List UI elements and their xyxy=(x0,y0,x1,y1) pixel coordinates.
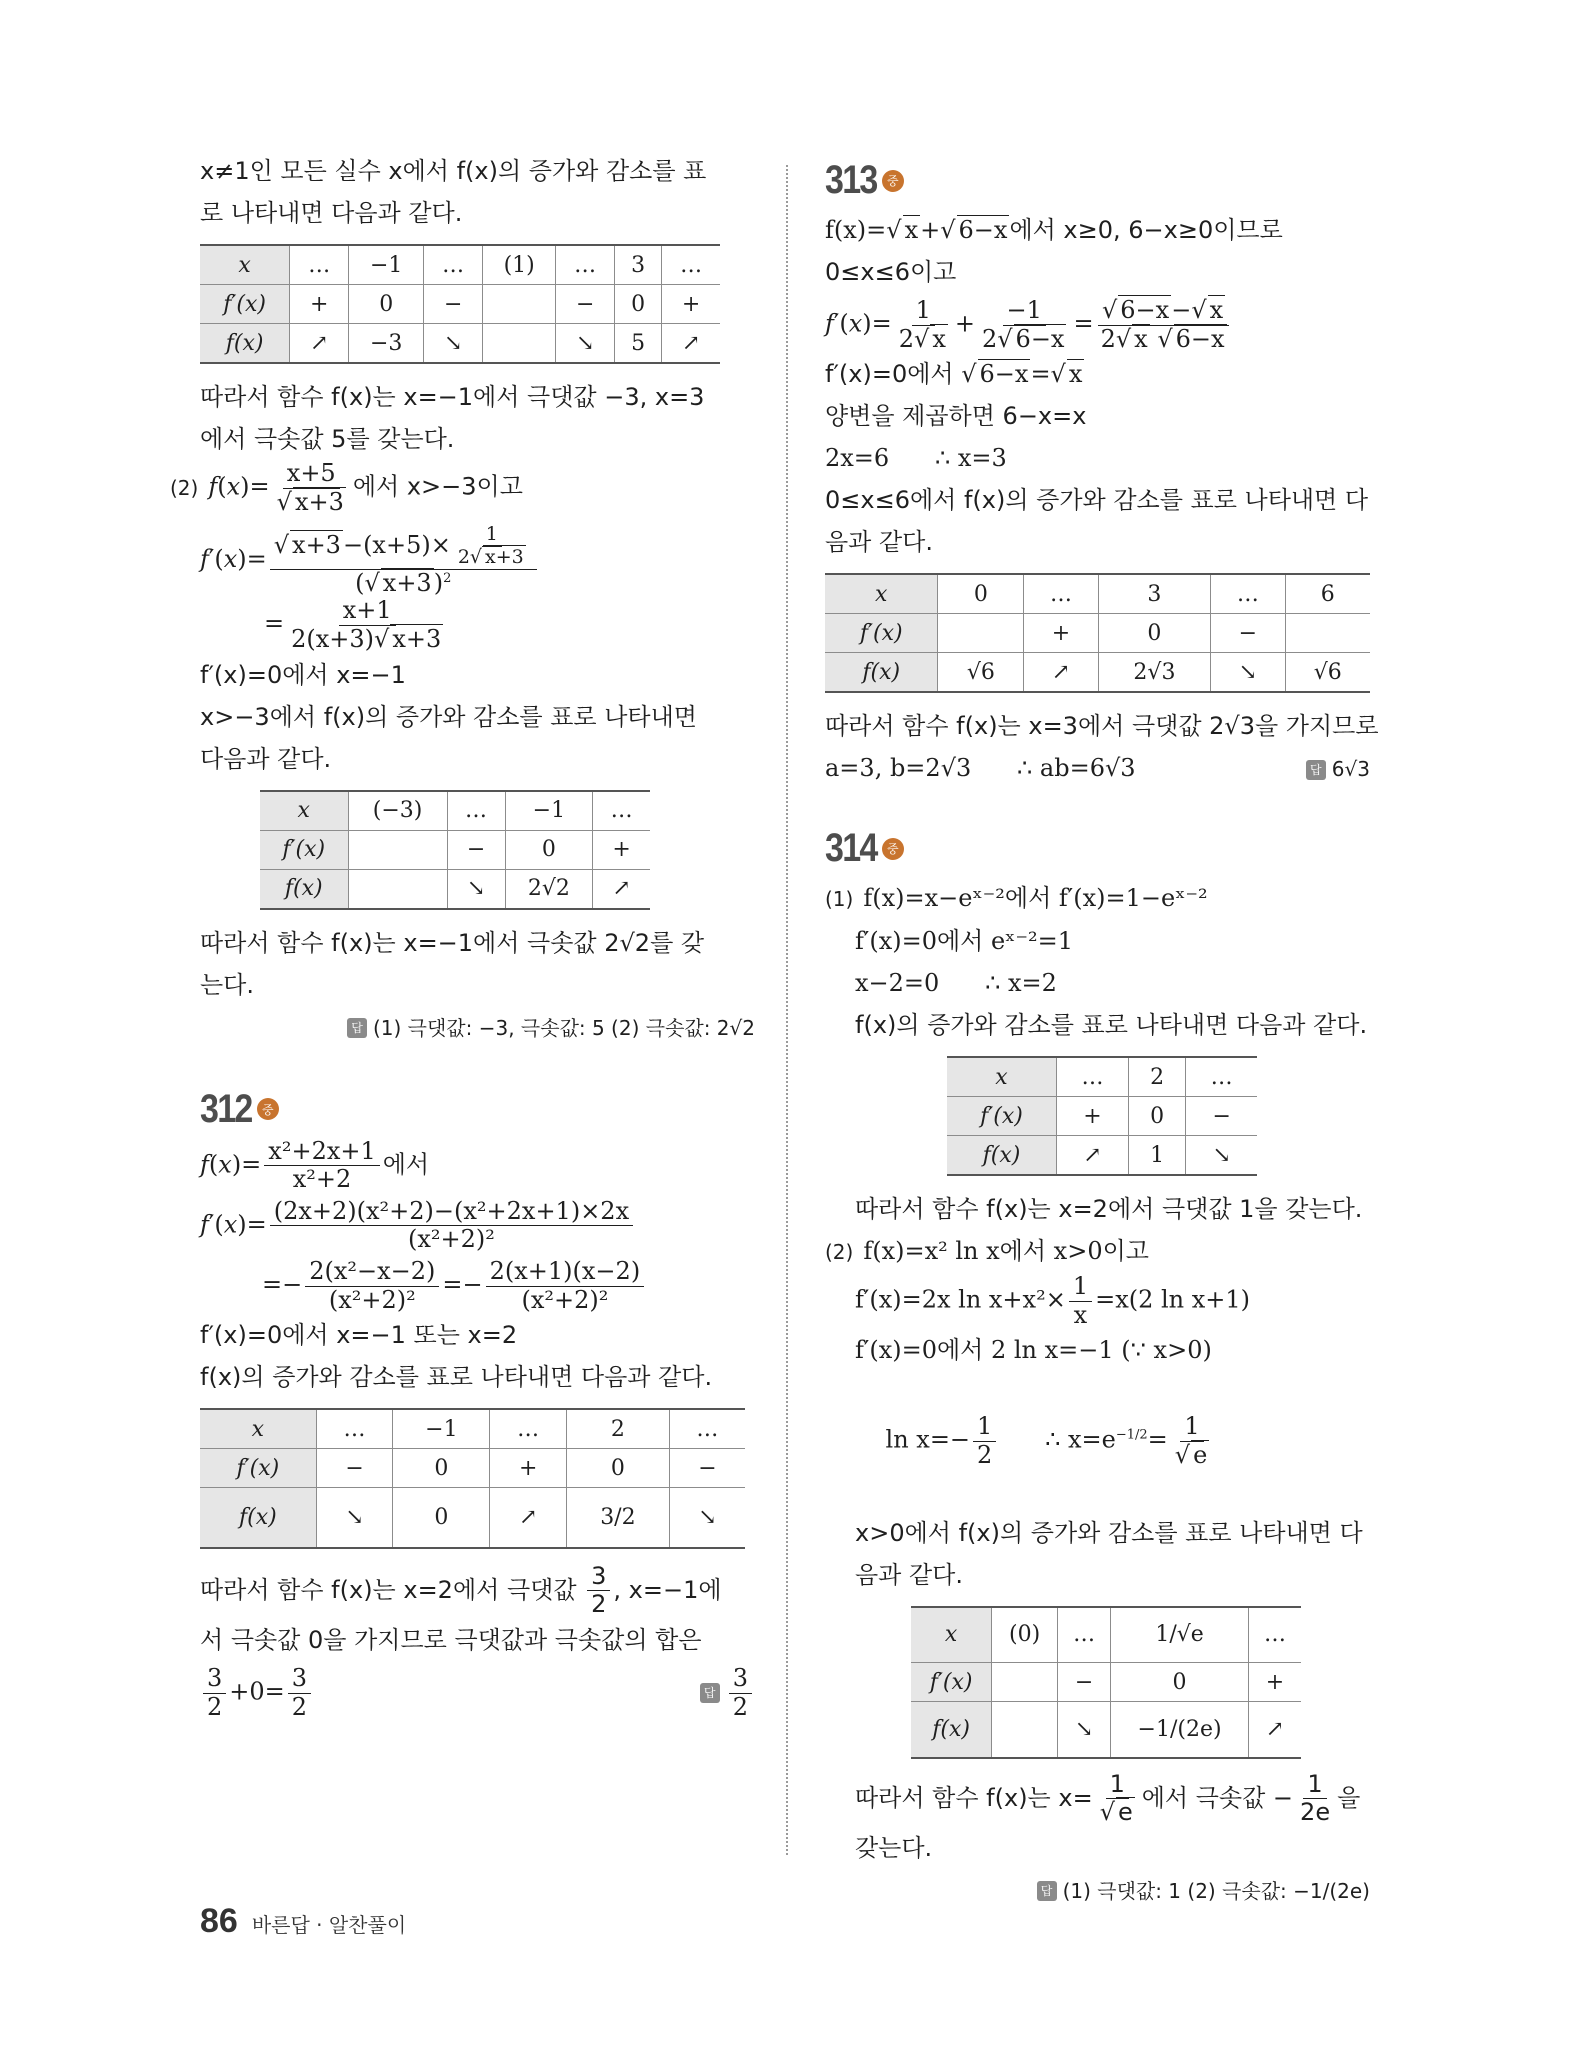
table-row: f′(x) − 0 + 0 − xyxy=(200,1449,745,1488)
p314-answer: 답 (1) 극댓값: 1 (2) 극솟값: −1/(2e) xyxy=(825,1869,1370,1912)
difficulty-badge: 중 xyxy=(882,838,904,860)
problem-number: 314 xyxy=(825,826,877,871)
table-row: f′(x) + 0 − − 0 + xyxy=(200,285,720,324)
table-row: f(x) ↘ 0 ↗ 3/2 ↘ xyxy=(200,1488,745,1548)
p313-line-8: 따라서 함수 f(x)는 x=3에서 극댓값 2√3을 가지므로 xyxy=(825,712,1379,741)
p314-table-2 xyxy=(911,1606,1301,1759)
p312-derivative-1: f′(x)= $\frac{\text{(2x+2)(x²+2)−(x²+2x+1)×2x}}{\text{(x²+2)²}}$ xyxy=(200,1198,755,1254)
page-title: 바른답 · 알찬풀이 xyxy=(251,1913,407,1937)
p313-header xyxy=(825,158,1370,203)
p313-line-9: a=3, b=2√3 ∴ ab=6√3 답 6√3 xyxy=(825,747,1370,790)
p314-line-5: 따라서 함수 f(x)는 x=2에서 극댓값 1을 갖는다. xyxy=(855,1195,1363,1224)
table-row: f′(x) + 0 − xyxy=(825,614,1370,653)
p313-line-4: 양변을 제곱하면 6−x=x xyxy=(825,402,1087,431)
p314-line-12: 따라서 함수 f(x)는 x= 1 √ e 에서 극솟값 − $\frac{1}{2e}$ 을 xyxy=(825,1771,1370,1827)
p314-line-7: f′(x)=2x ln x+x²× $\frac{1}{x}$ =x(2 ln x+1) xyxy=(855,1272,1251,1329)
p312-header xyxy=(200,1087,755,1132)
column-divider xyxy=(786,165,788,1855)
p314-line-1: (1) f(x)=x−eˣ⁻²에서 f′(x)=1−eˣ⁻² xyxy=(825,884,1208,913)
table-row: f(x) ↘ 2√2 ↗ xyxy=(260,869,650,909)
problem-number: 313 xyxy=(825,158,877,202)
p313-line-3: f′(x)=0에서 √ 6−x=√ x xyxy=(825,353,1370,395)
p314-header xyxy=(825,826,1370,871)
p311-answer: 답 (1) 극댓값: −3, 극솟값: 5 (2) 극솟값: 2√2 xyxy=(200,1006,755,1049)
p312-answer: 답 $\frac{3}{2}$ xyxy=(700,1665,755,1721)
table-row: x … −1 … 2 … xyxy=(200,1409,745,1449)
p311-derivative-2: = $\frac{x+1}{2(x+3)√ x+3}$ xyxy=(200,597,755,653)
problem-number: 312 xyxy=(200,1086,252,1131)
p311-derivative-1: f′(x)= √ x+3−(x+5)× $\frac{1}{2√ x+3}$ (√ x+3)$^2$ xyxy=(200,524,755,597)
p313-table xyxy=(825,573,1370,693)
table-row: f′(x) − 0 + xyxy=(260,830,650,869)
p314-line-3: x−2=0 ∴ x=2 xyxy=(855,969,1057,998)
p313-line-7: 음과 같다. xyxy=(825,528,933,557)
p312-text-2: f(x)의 증가와 감소를 표로 나타내면 다음과 같다. xyxy=(200,1363,713,1392)
p311-text-5: f′(x)=0에서 x=−1 xyxy=(200,660,406,689)
p314-line-4: f(x)의 증가와 감소를 표로 나타내면 다음과 같다. xyxy=(855,1011,1368,1040)
table-row: x (0) … 1/√e … xyxy=(911,1607,1301,1663)
p311-text-1: x≠1인 모든 실수 x에서 f(x)의 증가와 감소를 표 xyxy=(200,157,707,185)
p312-sum: $\frac{3}{2}$ +0= $\frac{3}{2}$ 답 $\frac{3}{2}$ xyxy=(200,1665,755,1721)
p313-line-6: 0≤x≤6에서 f(x)의 증가와 감소를 표로 나타내면 다 xyxy=(825,486,1369,515)
p311-text-8: 따라서 함수 f(x)는 x=−1에서 극솟값 2√2를 갖 xyxy=(200,928,705,957)
table-row: x (−3) … −1 … xyxy=(260,791,650,831)
p313-line-2: 0≤x≤6이고 xyxy=(825,258,957,286)
p313-derivative: f′(x)= $\frac{1}{2√ x}$ + $\frac{-1}{2√ 6-x}$ = √ $\frac{6-x-√ x}{2√ x √ 6-x}$ xyxy=(825,297,1370,353)
p311-text-3: 따라서 함수 f(x)는 x=−1에서 극댓값 −3, x=3 xyxy=(200,383,705,411)
p314-line-13: 갖는다. xyxy=(855,1833,933,1862)
table-row: f(x) √6 ↗ 2√3 ↘ √6 xyxy=(825,653,1370,693)
p311-table-1 xyxy=(200,244,720,364)
difficulty-badge: 중 xyxy=(257,1098,279,1120)
p311-text-4: 에서 극솟값 5를 갖는다. xyxy=(200,425,455,453)
table-row: x … 2 … xyxy=(947,1057,1257,1097)
p313-line-1: f(x)=√ x+√ 6−x에서 x≥0, 6−x≥0이므로 xyxy=(825,209,1370,251)
p311-text-7: 다음과 같다. xyxy=(200,744,332,773)
p313-answer: 답 6√3 xyxy=(1306,747,1370,790)
p311-text-6: x>−3에서 f(x)의 증가와 감소를 표로 나타내면 xyxy=(200,702,697,731)
p312-text-4: 서 극솟값 0을 가지므로 극댓값과 극솟값의 합은 xyxy=(200,1625,702,1654)
p311-text-9: 는다. xyxy=(200,970,254,999)
p312-function: f(x)= $\frac{\text{x²+2x+1}}{\text{x²+2}}$ 에서 xyxy=(200,1136,430,1194)
p314-line-8: f′(x)=0에서 2 ln x=−1 (∵ x>0) xyxy=(855,1336,1212,1365)
p312-derivative-2: =− $\frac{\text{2(x²−x−2)}}{\text{(x²+2)²}}$ =− $\frac{2(x+1)(x-2)}{\text{(x²+2)²}}$ xyxy=(200,1258,755,1314)
p311-table-2 xyxy=(260,790,650,910)
p314-line-2: f′(x)=0에서 eˣ⁻²=1 xyxy=(855,927,1074,956)
p312-text-1: f′(x)=0에서 x=−1 또는 x=2 xyxy=(200,1321,518,1350)
difficulty-badge: 중 xyxy=(882,170,904,192)
p314-line-11: 음과 같다. xyxy=(855,1560,963,1589)
p311-text-2: 로 나타내면 다음과 같다. xyxy=(200,199,463,227)
p311-part2-line: (2) f(x)= x+5 √ x+3 에서 x>−3이고 xyxy=(170,460,755,516)
p314-line-6: (2) f(x)=x² ln x에서 x>0이고 xyxy=(825,1237,1149,1266)
table-row: f(x) ↗ −3 ↘ ↘ 5 ↗ xyxy=(200,324,720,364)
left-column xyxy=(170,150,755,1721)
page-footer xyxy=(200,1902,406,1941)
table-row: x 0 … 3 … 6 xyxy=(825,574,1370,614)
p313-line-5: 2x=6 ∴ x=3 xyxy=(825,444,1007,473)
right-column xyxy=(825,158,1379,1912)
table-row: f′(x) + 0 − xyxy=(947,1097,1257,1136)
table-row: f(x) ↗ 1 ↘ xyxy=(947,1136,1257,1176)
page-number: 86 xyxy=(200,1902,238,1940)
table-row: f(x) ↘ −1/(2e) ↗ xyxy=(911,1702,1301,1758)
table-row: f′(x) − 0 + xyxy=(911,1663,1301,1702)
table-row: x … −1 … (1) … 3 … xyxy=(200,245,720,285)
p312-table xyxy=(200,1408,745,1549)
p314-table-1 xyxy=(947,1056,1257,1176)
p312-text-3: 따라서 함수 f(x)는 x=2에서 극댓값 $\frac{3}{2}$ , x=−1에 xyxy=(200,1561,722,1619)
p314-line-9: ln x=− $\frac{1}{2}$ ∴ $x=e^{-1/2}=$ 1 √ e xyxy=(825,1371,1370,1511)
p314-line-10: x>0에서 f(x)의 증가와 감소를 표로 나타내면 다 xyxy=(855,1518,1363,1547)
